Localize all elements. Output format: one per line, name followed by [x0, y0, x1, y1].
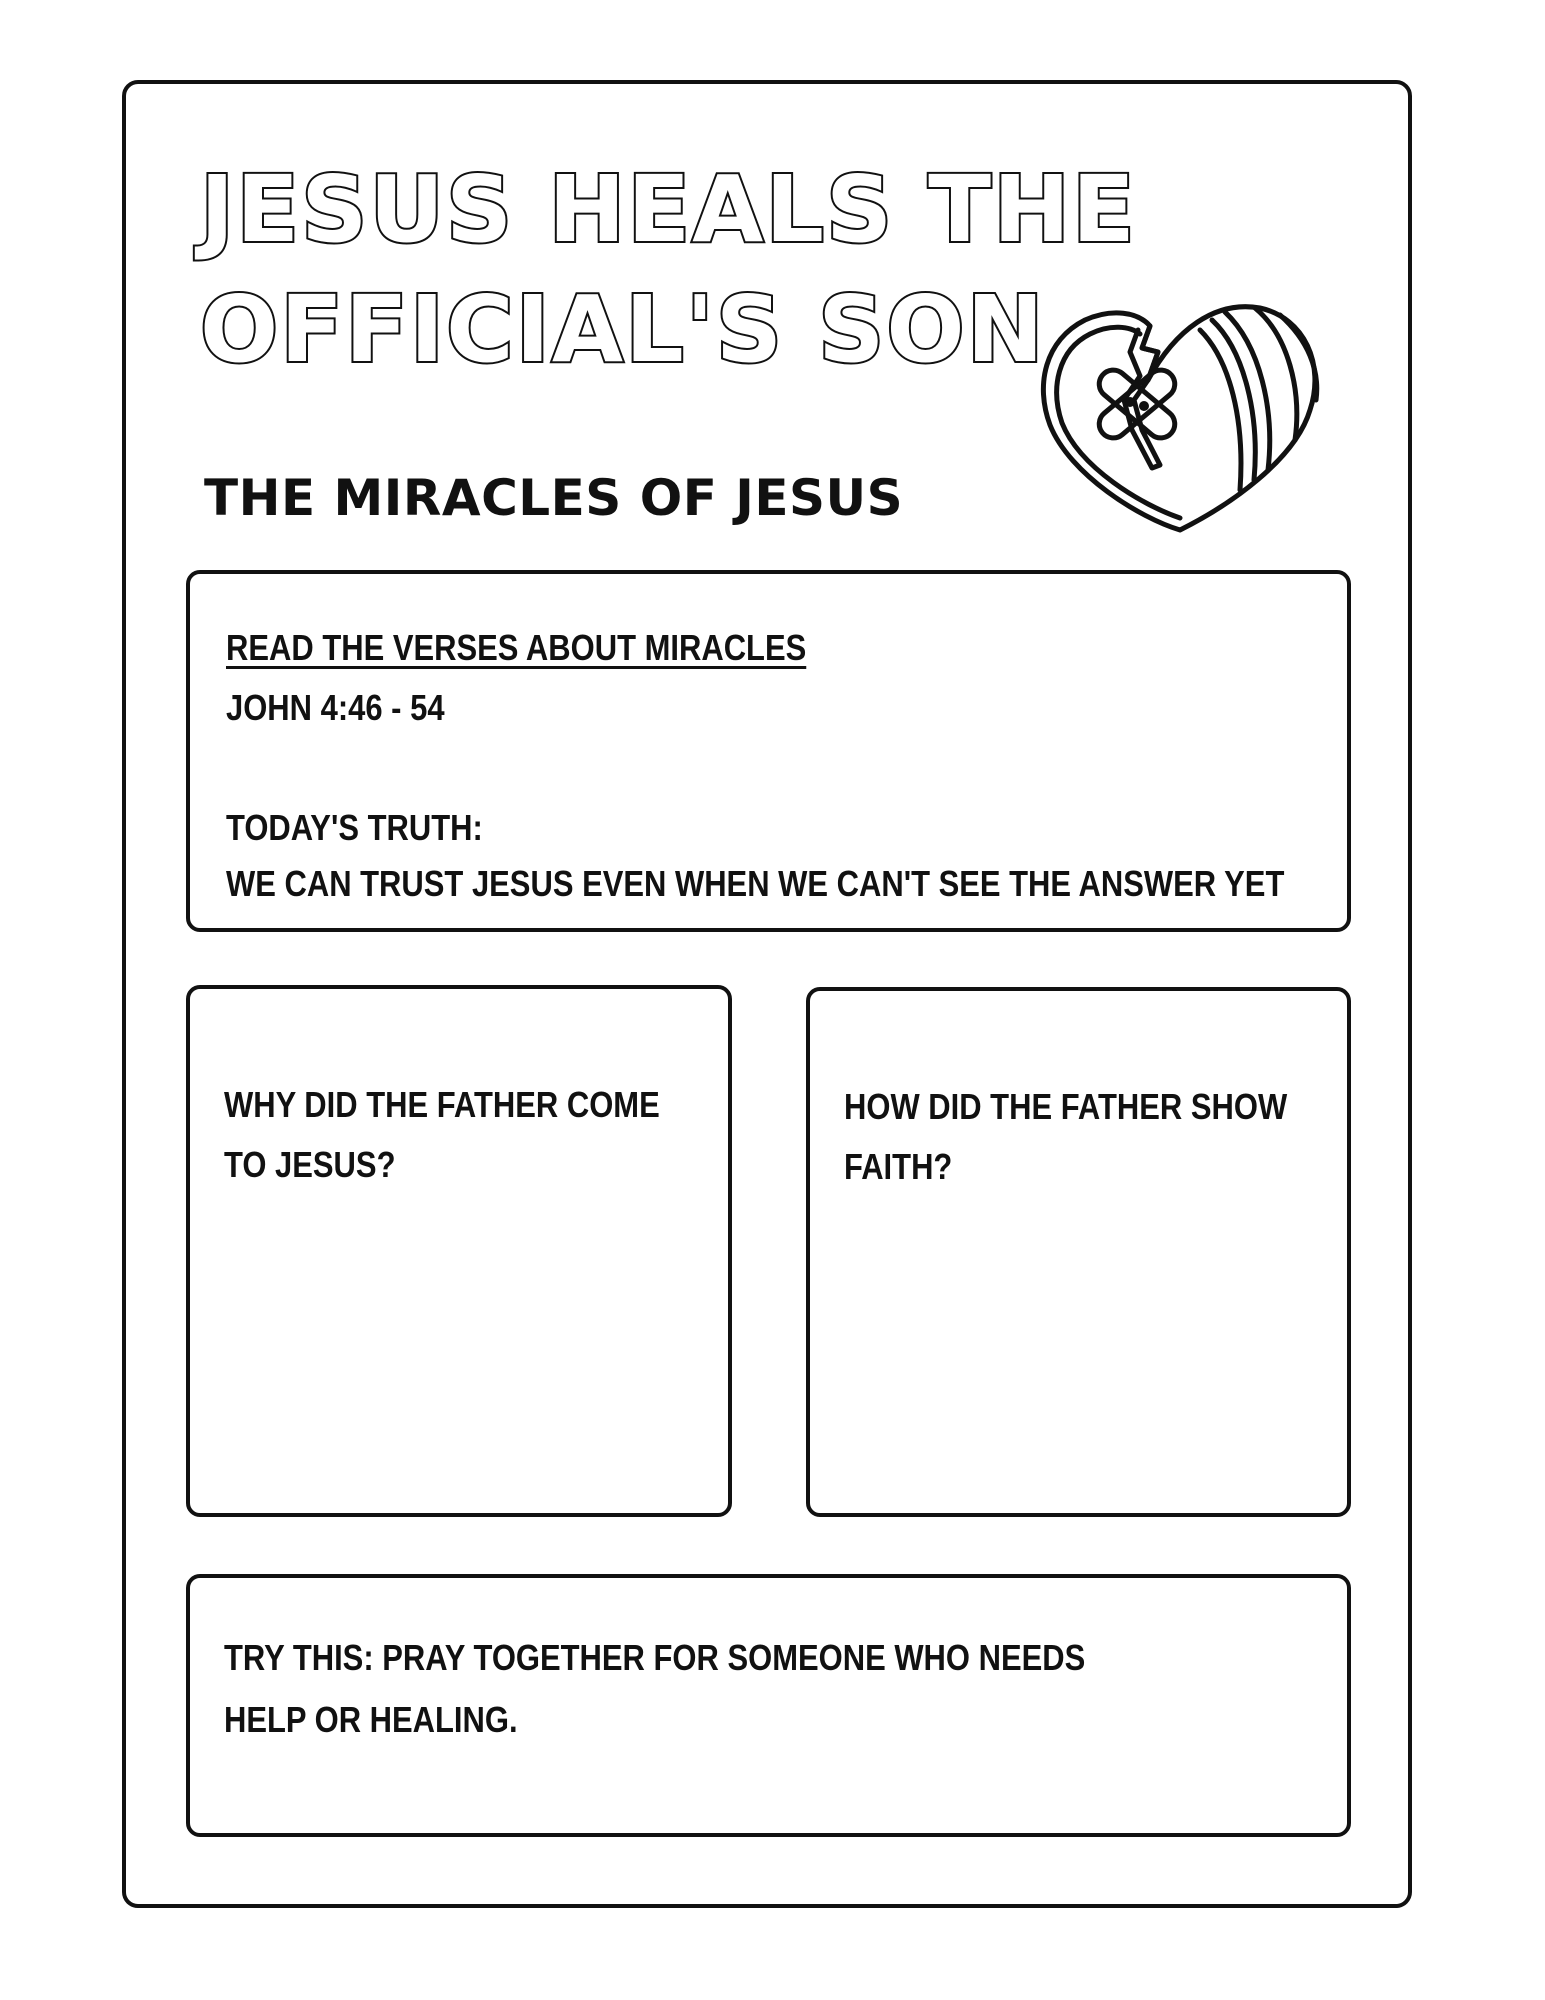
worksheet-title [200, 150, 1137, 390]
bandaged-broken-heart-icon [1030, 290, 1330, 540]
try-this-line-1: TRY THIS: PRAY TOGETHER FOR SOMEONE WHO NEEDS [224, 1637, 1086, 1678]
read-verses-box [186, 570, 1351, 932]
scripture-reference: JOHN 4:46 - 54 [226, 687, 445, 728]
try-this-box [186, 1574, 1351, 1837]
title-line-1: JESUS HEALS THE [200, 156, 1137, 263]
read-verses-heading: READ THE VERSES ABOUT MIRACLES [226, 627, 807, 668]
todays-truth-text: WE CAN TRUST JESUS EVEN WHEN WE CAN'T SEE THE ANSWER YET [226, 863, 1285, 904]
title-line-2: OFFICIAL'S SON [200, 276, 1046, 383]
question-why-line-1: WHY DID THE FATHER COME [224, 1084, 660, 1125]
question-why-line-2: TO JESUS? [224, 1144, 396, 1185]
question-box-why[interactable] [186, 985, 732, 1517]
try-this-line-2: HELP OR HEALING. [224, 1699, 518, 1740]
todays-truth-label: TODAY'S TRUTH: [226, 807, 483, 848]
question-box-how[interactable] [806, 987, 1351, 1517]
worksheet-subtitle: THE MIRACLES OF JESUS [204, 469, 904, 527]
question-how-line-1: HOW DID THE FATHER SHOW [844, 1086, 1288, 1127]
question-how-line-2: FAITH? [844, 1146, 953, 1187]
